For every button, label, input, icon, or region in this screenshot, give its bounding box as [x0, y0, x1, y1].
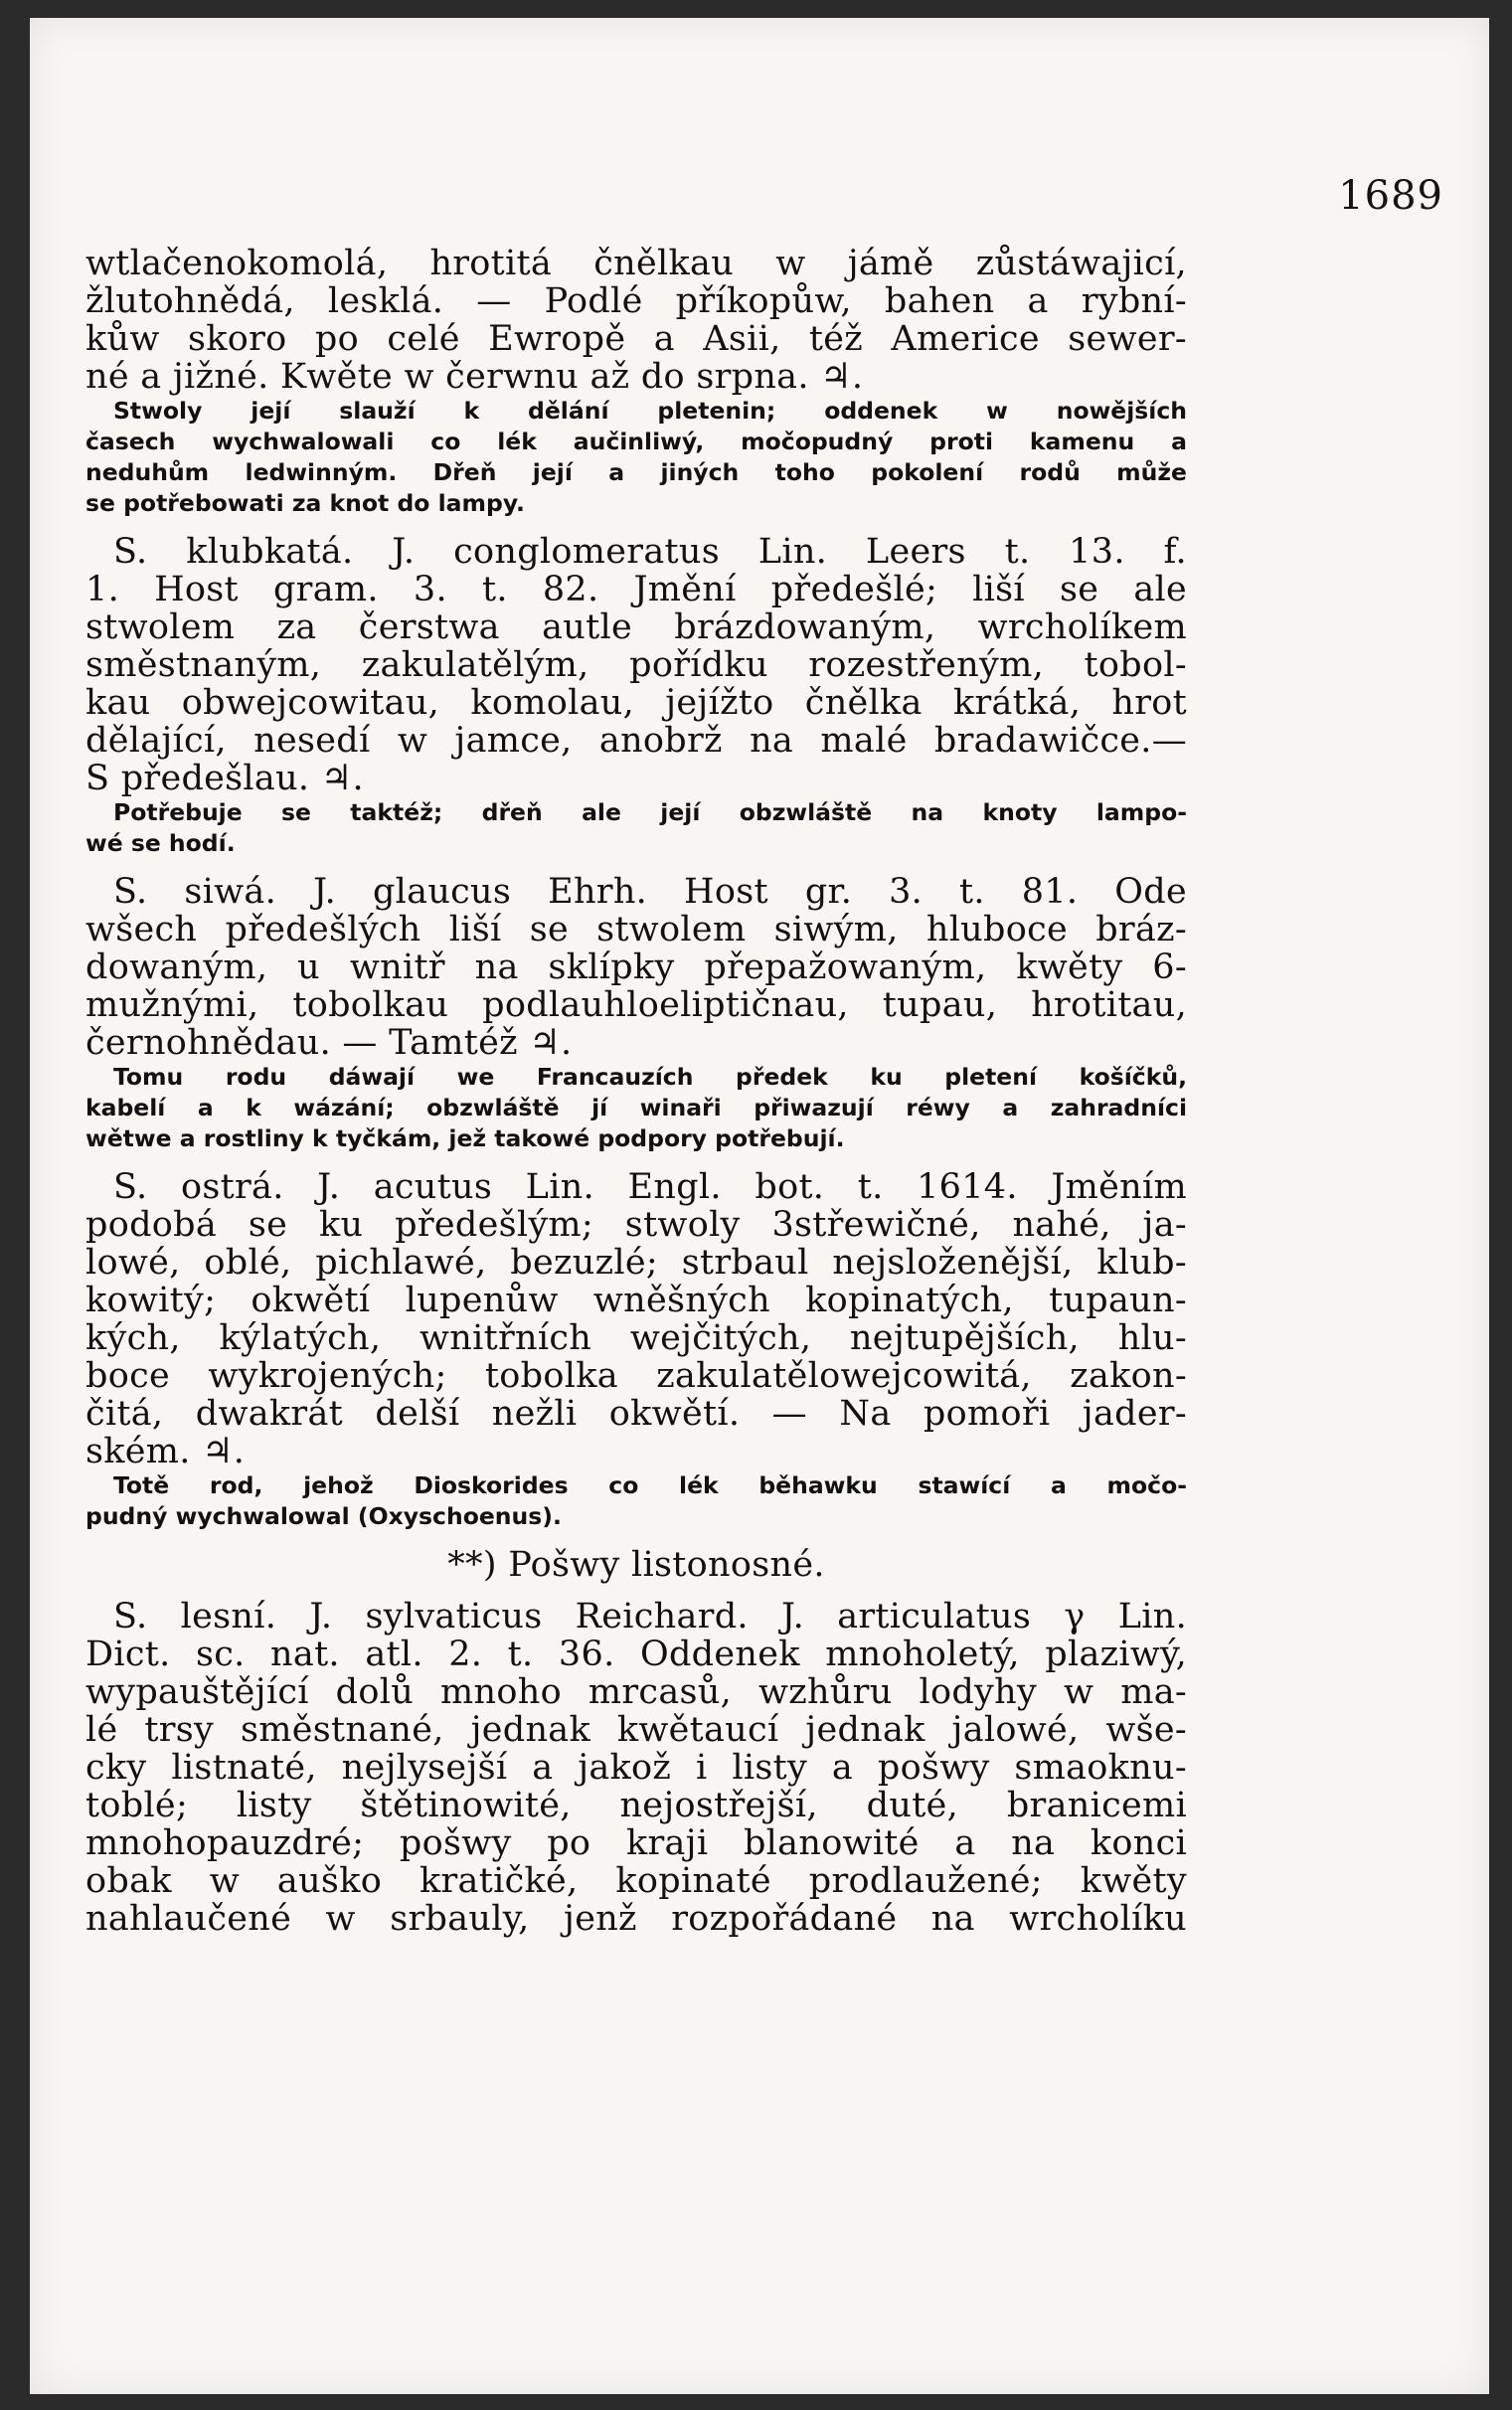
note-line: kabelí a k wázání; obzwláště jí winaři přiwazují réwy a zahradníci: [85, 1094, 1187, 1121]
page-body: [85, 245, 1187, 1938]
text-line: 1. Host gram. 3. t. 82. Jmění předešlé; liší se ale: [85, 570, 1187, 609]
text-line: Dict. sc. nat. atl. 2. t. 36. Oddenek mnoholetý, plaziwý,: [85, 1635, 1187, 1674]
text-line: stwolem za čerstwa autle brázdowaným, wrcholíkem: [85, 607, 1187, 647]
text-line: kau obwejcowitau, komolau, jejížto čnělka krátká, hrot: [85, 683, 1187, 723]
book-page: [30, 18, 1489, 2394]
paragraph-gap: [85, 1532, 1187, 1546]
text-line: černohnědau. — Tamtéž ♃.: [85, 1023, 573, 1063]
text-line: S. ostrá. J. acutus Lin. Engl. bot. t. 1614. Jměním: [113, 1167, 1187, 1207]
note-line: neduhům ledwinným. Dřeň její a jiných toho pokolení rodů může: [85, 458, 1187, 486]
note-line: pudný wychwalowal (Oxyschoenus).: [85, 1502, 562, 1530]
text-line: wtlačenokomolá, hrotitá čnělkau w jámě zůstáwajicí,: [85, 244, 1187, 283]
text-line: směstnaným, zakulatělým, pořídku rozestřeným, tobol-: [85, 645, 1187, 685]
text-line: žlutohnědá, lesklá. — Podlé příkopůw, bahen a rybní-: [85, 281, 1187, 321]
note-line: Stwoly její slauží k dělání pletenin; oddenek w nowějších: [113, 397, 1187, 425]
page-number: 1689: [1338, 173, 1443, 219]
text-line: kůw skoro po celé Ewropě a Asii, též Americe sewer-: [85, 319, 1187, 359]
text-line: dělající, nesedí w jamce, anobrž na malé bradawičce.—: [85, 721, 1187, 761]
text-line: boce wykrojených; tobolka zakulatělowejcowitá, zakon-: [85, 1356, 1187, 1396]
text-line: čitá, dwakrát delší nežli okwětí. — Na pomoři jader-: [85, 1394, 1187, 1434]
text-line: S. lesní. J. sylvaticus Reichard. J. articulatus γ Lin.: [113, 1597, 1187, 1636]
paragraph-gap: [85, 859, 1187, 873]
text-line: nahlaučené w srbauly, jenž rozpořádané na wrcholíku: [85, 1899, 1187, 1939]
text-line: lé trsy směstnané, jednak kwětaucí jednak jalowé, wše-: [85, 1710, 1187, 1750]
text-line: wypauštějící dolů mnoho mrcasů, wzhůru lodyhy w ma-: [85, 1672, 1187, 1712]
note-line: wětwe a rostliny k tyčkám, jež takowé podpory potřebují.: [85, 1124, 845, 1152]
paragraph-gap: [85, 519, 1187, 533]
note-line: časech wychwalowali co lék aučinliwý, močopudný proti kamenu a: [85, 428, 1187, 455]
note-line: Potřebuje se taktéž; dřeň ale její obzwláště na knoty lampo-: [113, 798, 1187, 826]
text-line: cky listnaté, nejlysejší a jakož i listy a pošwy smaoknu-: [85, 1748, 1187, 1788]
text-line: S předešlau. ♃.: [85, 759, 364, 798]
text-line: wšech předešlých liší se stwolem siwým, hluboce bráz-: [85, 910, 1187, 949]
text-line: lowé, oblé, pichlawé, bezuzlé; strbaul nejsloženější, klub-: [85, 1243, 1187, 1283]
paragraph-gap: [85, 1154, 1187, 1168]
text-line: mužnými, tobolkau podlauhloeliptičnau, tupau, hrotitau,: [85, 985, 1187, 1025]
text-line: S. klubkatá. J. conglomeratus Lin. Leers t. 13. f.: [113, 532, 1187, 572]
text-line: toblé; listy štětinowité, nejostřejší, duté, branicemi: [85, 1786, 1187, 1825]
text-line: né a jižné. Kwěte w čerwnu až do srpna. ♃.: [85, 357, 864, 397]
text-line: obak w auško kratičké, kopinaté prodlaužené; kwěty: [85, 1861, 1187, 1901]
note-line: se potřebowati za knot do lampy.: [85, 489, 525, 517]
text-line: kowitý; okwětí lupenůw wněšných kopinatých, tupaun-: [85, 1281, 1187, 1320]
text-line: ském. ♃.: [85, 1432, 246, 1471]
paragraph-gap: [85, 1584, 1187, 1598]
note-line: Tomu rodu dáwají we Francauzích předek ku pletení košíčků,: [113, 1063, 1187, 1091]
text-line: mnohopauzdré; pošwy po kraji blanowité a na konci: [85, 1823, 1187, 1863]
text-line: podobá se ku předešlým; stwoly 3střewičné, nahé, ja-: [85, 1205, 1187, 1245]
text-line: dowaným, u wnitř na sklípky přepažowaným, kwěty 6-: [85, 947, 1187, 987]
text-line: S. siwá. J. glaucus Ehrh. Host gr. 3. t. 81. Ode: [113, 872, 1187, 912]
section-heading: **) Pošwy listonosné.: [447, 1545, 825, 1585]
note-line: Totě rod, jehož Dioskorides co lék běhawku stawící a močo-: [113, 1471, 1187, 1499]
text-line: kých, kýlatých, wnitřních wejčitých, nejtupějších, hlu-: [85, 1318, 1187, 1358]
note-line: wé se hodí.: [85, 829, 236, 857]
